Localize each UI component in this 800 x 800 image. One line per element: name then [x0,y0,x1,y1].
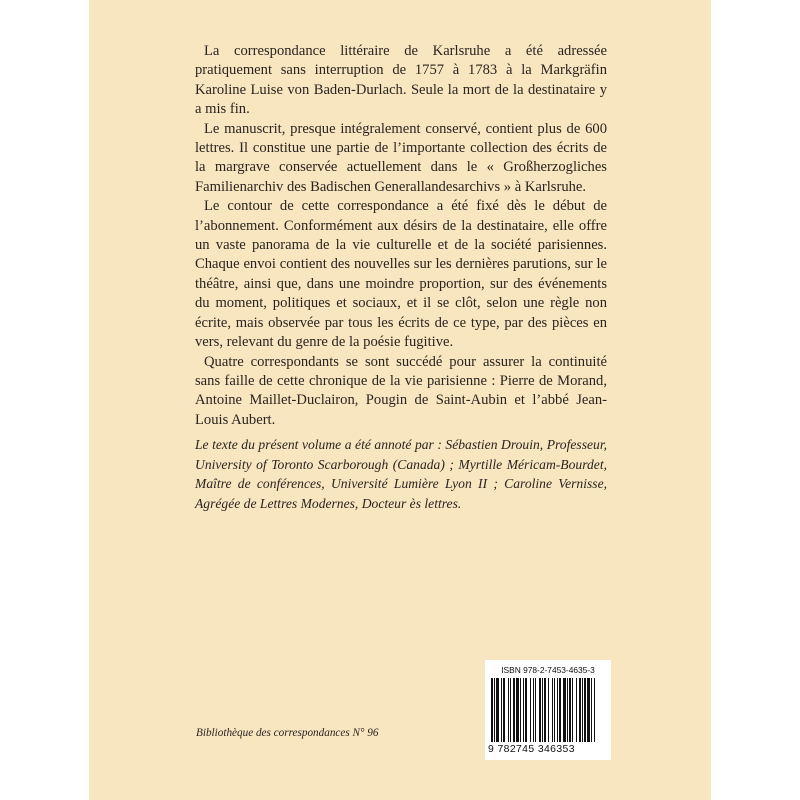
paragraph: Quatre correspondants se sont succédé pour assurer la continuité sans faille de cette chronique de la vie parisienne : Pierre de Morand, Antoine Maillet-Duclairon, Pougin de Saint-Aubin et l’abbé Jean-Louis Aubert. [195,353,607,428]
paragraph: La correspondance littéraire de Karlsruhe a été adressée pratiquement sans interruption de 1757 à 1783 à la Markgräfin Karoline Luise von Baden-Durlach. Seule la mort de la destinataire y a mis fin. [195,43,607,118]
paragraph: Le manuscrit, presque intégralement conservé, contient plus de 600 lettres. Il constitue une partie de l’importante collection des écrits de la margrave conservée actuellement dans le « Großherzogliches Familienarchiv des Badischen Generallandesarchivs » à Karlsruhe. [195,120,607,195]
isbn-label: ISBN 978-2-7453-4635-3 [501,665,595,675]
back-cover-text [195,42,607,430]
barcode-digits: 9 782745 346353 [488,744,575,755]
series-label: Bibliothèque des correspondances N° 96 [196,727,379,739]
barcode-image [491,678,605,742]
paragraph: Le contour de cette correspondance a été fixé dès le début de l’abonnement. Conformément aux désirs de la destinataire, elle offre un vaste panorama de la vie culturelle et de la société parisiennes. Chaque envoi contient des nouvelles sur les dernières parutions, sur le théâtre, ainsi que, dans une moindre proportion, sur des événements du moment, politiques et sociaux, et il se clôt, selon une règle non écrite, mais observée par tous les écrits de ce type, par des pièces en vers, relevant du genre de la poésie fugitive. [195,198,607,351]
barcode-block [485,660,611,760]
annotation-credits: Le texte du présent volume a été annoté par : Sébastien Drouin, Professeur, University of Toronto Scarborough (Canada) ; Myrtille Méricam-Bourdet, Maître de conférences, Université Lumière Lyon II ; Caroline Vernisse, Agrégée de Lettres Modernes, Docteur ès lettres. [195,437,607,511]
